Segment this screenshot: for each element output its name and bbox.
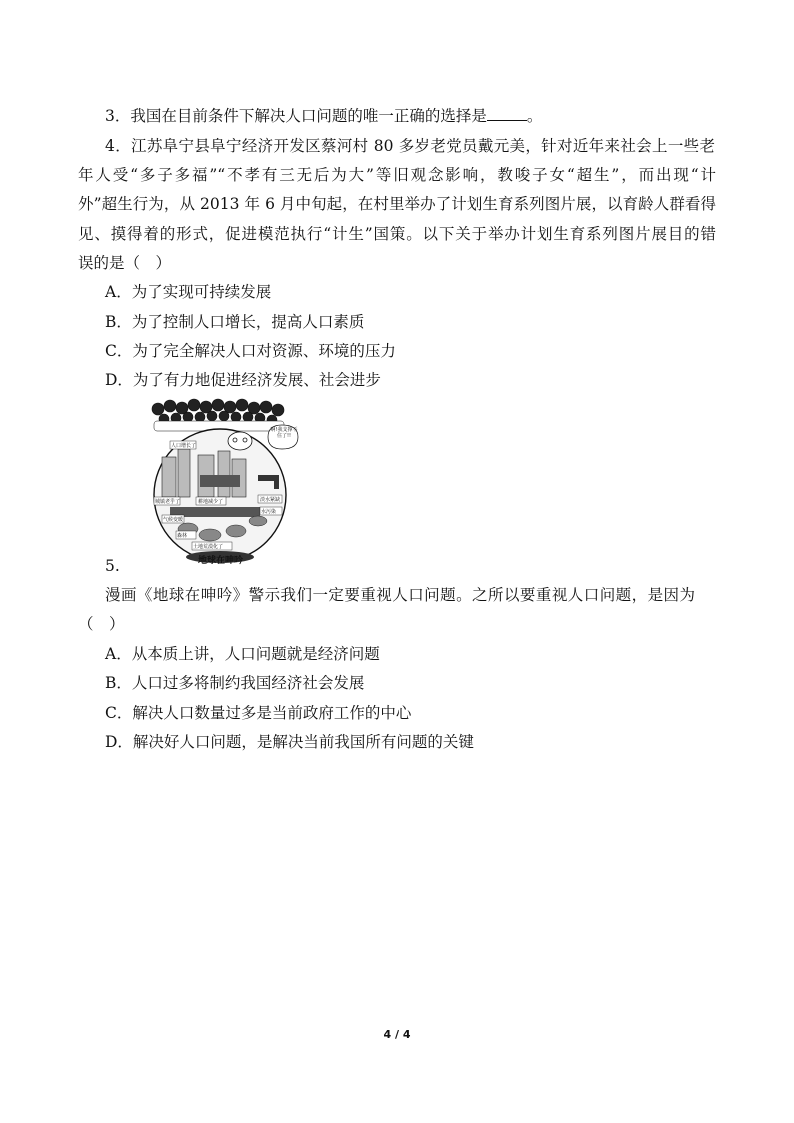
question-4-option-d[interactable]: D．为了有力地促进经济发展、社会进步 (105, 371, 381, 389)
question-5-option-b[interactable]: B．人口过多将制约我国经济社会发展 (105, 674, 365, 692)
question-4-line-4: 见、摸得着的形式，促进模范执行“计生”国策。以下关于举办计划生育系列图片展目的错 (78, 225, 716, 243)
question-4-option-c[interactable]: C．为了完全解决人口对资源、环境的压力 (105, 342, 396, 360)
question-5-option-a[interactable]: A．从本质上讲，人口问题就是经济问题 (105, 645, 380, 663)
question-5-option-d[interactable]: D．解决好人口问题，是解决当前我国所有问题的关键 (105, 733, 474, 751)
speech-text: 啊!我支撑不住了!! (270, 427, 298, 439)
label-forest: 森林 (177, 533, 188, 539)
answer-blank[interactable] (487, 106, 527, 121)
question-4-line-5: 误的是（ ） (78, 254, 172, 272)
label-population: 人口增长了 (171, 443, 197, 449)
question-5-line-2: （ ） (78, 615, 125, 633)
page-number: 4 / 4 (383, 1028, 411, 1041)
label-climate: 气候变暖 (163, 517, 184, 523)
question-3-end: 。 (526, 107, 543, 125)
question-4-option-a[interactable]: A．为了实现可持续发展 (105, 283, 272, 301)
question-3-text: 3．我国在目前条件下解决人口问题的唯一正确的选择是 (105, 107, 487, 125)
question-3 (105, 106, 542, 126)
question-5-line-1: 漫画《地球在呻吟》警示我们一定要重视人口问题。之所以要重视人口问题，是因为 (105, 586, 695, 604)
question-5-option-c[interactable]: C．解决人口数量过多是当前政府工作的中心 (105, 704, 412, 722)
label-farmland: 耕地减少了 (198, 499, 224, 505)
question-4-line-1: 4．江苏阜宁县阜宁经济开发区蔡河村 80 多岁老党员戴元美，针对近年来社会上一些老 (105, 137, 715, 155)
label-towns: 城镇老乎了 (155, 499, 181, 505)
cartoon-drawing (140, 397, 300, 567)
question-4-option-b[interactable]: B．为了控制人口增长，提高人口素质 (105, 313, 365, 331)
question-4-line-2: 年人受“多子多福”“不孝有三无后为大”等旧观念影响，教唆子女“超生”，而出现“计 (78, 166, 716, 184)
figure-caption: 地球在呻吟 (198, 556, 244, 566)
label-pollution: 水污染 (261, 509, 277, 515)
question-5-number: 5. (105, 557, 120, 575)
earth-groaning-cartoon (140, 397, 300, 567)
label-water: 淡水紧缺 (260, 497, 281, 503)
label-desert: 土地荒漠化了 (193, 544, 224, 550)
question-4-line-3: 外”超生行为，从 2013 年 6 月中旬起，在村里举办了计划生育系列图片展，以育龄人群看得 (78, 195, 716, 213)
